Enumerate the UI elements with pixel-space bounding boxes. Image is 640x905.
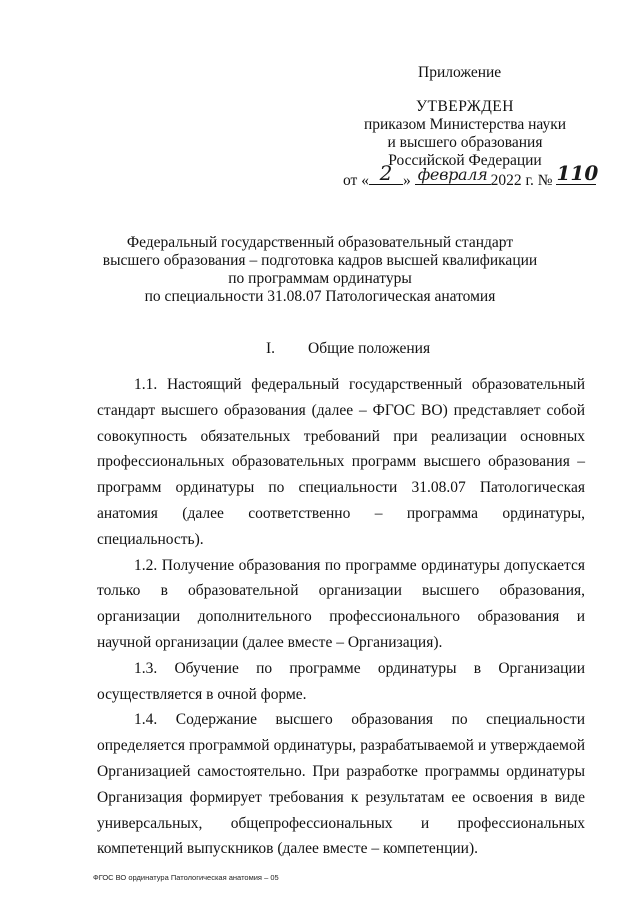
title-line-3: по программам ординатуры: [228, 270, 412, 287]
approval-line-2: и высшего образования: [387, 134, 543, 151]
appendix-label: Приложение: [418, 64, 502, 81]
order-number-blank: [556, 161, 599, 185]
section-number: I.: [266, 340, 276, 357]
year-text: 2022 г. №: [490, 172, 553, 189]
quote-close: »: [402, 172, 411, 189]
month-blank: [415, 165, 491, 185]
handwritten-day: 2: [379, 161, 393, 185]
document-title: [100, 234, 540, 306]
title-line-4: по специальности 31.08.07 Патологическая анатомия: [144, 288, 496, 305]
approval-block: [340, 98, 590, 170]
approved-heading: УТВЕРЖДЕН: [416, 98, 514, 115]
title-line-1: Федеральный государственный образовательный стандарт: [126, 234, 514, 251]
date-prefix: от «: [343, 172, 369, 189]
paragraph-1-2: 1.2. Получение образования по программе ординатуры допускается только в образовательной организации высшего образования, организации дополнительного профессионального образования и научной организации (далее вместе – Организация).: [97, 556, 585, 651]
handwritten-month: февраля: [417, 165, 488, 184]
handwritten-order-number: 110: [556, 161, 599, 185]
approval-line-3: Российской Федерации: [388, 152, 542, 169]
section-heading: [266, 340, 430, 358]
document-body: [97, 372, 585, 862]
paragraph-1-1: 1.1. Настоящий федеральный государственный образовательный стандарт высшего образования (далее – ФГОС ВО) представляет собой совокупность обязательных требований при реализации основных профессиональных образовательных программ высшего образования – программ ординатуры по специальности 31.08.07 Патологическая анатомия (далее соответственно – программа ординатуры, специальность).: [97, 376, 585, 548]
paragraph-1-4: 1.4. Содержание высшего образования по специальности определяется программой ординатуры, разрабатываемой и утверждаемой Организацией самостоятельно. При разработке программы ординатуры Организация формирует требования к результатам ее освоения в виде универсальных, общепрофессиональных и профессиональных компетенций выпускников (далее вместе – компетенции).: [97, 711, 585, 858]
title-line-2: высшего образования – подготовка кадров высшей квалификации: [102, 252, 538, 269]
approval-line-1: приказом Министерства науки: [363, 116, 567, 133]
page-footer: ФГОС ВО ординатура Патологическая анатомия – 05: [93, 873, 279, 882]
order-date-line: [343, 161, 599, 192]
day-blank: [369, 161, 403, 185]
section-title: Общие положения: [308, 340, 431, 357]
paragraph-1-3: 1.3. Обучение по программе ординатуры в Организации осуществляется в очной форме.: [97, 659, 585, 703]
